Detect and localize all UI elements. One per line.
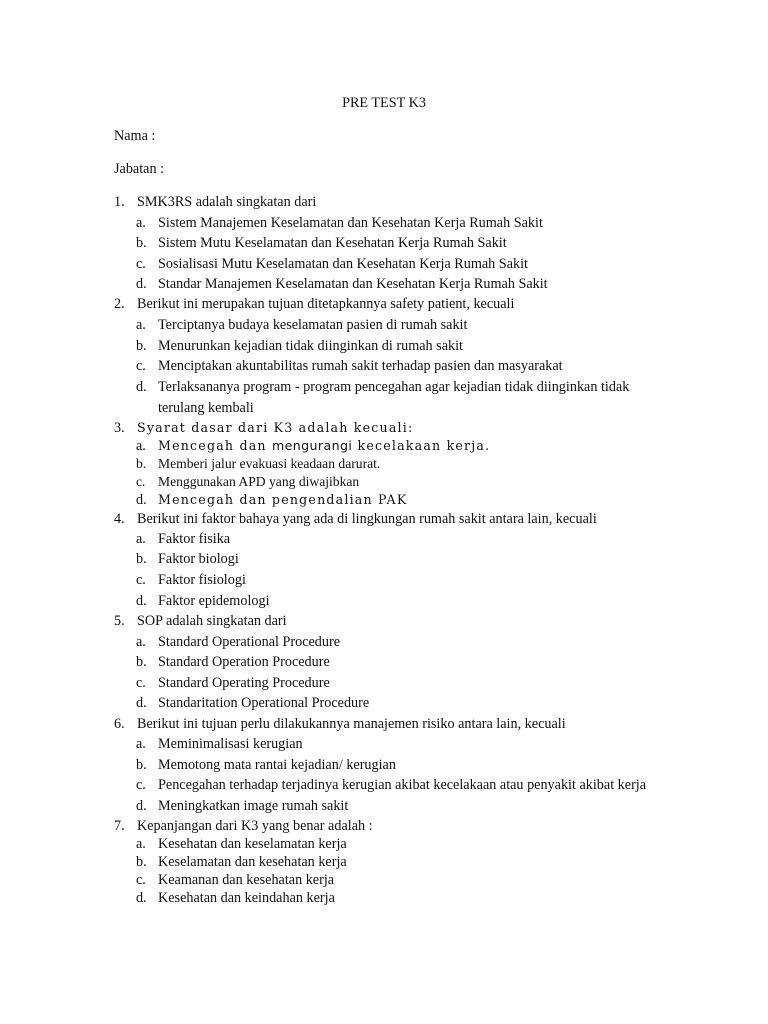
option-letter: b.: [136, 235, 147, 251]
option-text: Faktor epidemologi: [158, 593, 270, 609]
question-number: 6.: [114, 716, 125, 732]
option-letter: d.: [136, 379, 147, 395]
question-number: 2.: [114, 296, 125, 312]
option-letter: a.: [136, 215, 146, 231]
option-letter: b.: [136, 551, 147, 567]
option-text: Standar Manajemen Keselamatan dan Kesehatan Kerja Rumah Sakit: [158, 276, 548, 292]
option-letter: c.: [136, 256, 146, 272]
option-text: Pencegahan terhadap terjadinya kerugian akibat kecelakaan atau penyakit akibat kerja: [158, 777, 647, 793]
option-letter: d.: [136, 276, 147, 292]
option-letter: a.: [136, 317, 146, 333]
option-letter: c.: [136, 777, 146, 793]
option-text: Standaritation Operational Procedure: [158, 695, 370, 711]
option-letter: b.: [136, 854, 147, 870]
option-text: Sosialisasi Mutu Keselamatan dan Kesehatan Kerja Rumah Sakit: [158, 256, 528, 272]
question-number: 3.: [114, 420, 125, 436]
option-letter: b.: [136, 456, 147, 471]
option-letter: c.: [136, 872, 146, 888]
option-text: Memotong mata rantai kejadian/ kerugian: [158, 757, 396, 773]
option-text-continuation: terulang kembali: [158, 400, 254, 416]
question-text: SOP adalah singkatan dari: [137, 613, 287, 629]
question-text: Berikut ini merupakan tujuan ditetapkannya safety patient, kecuali: [137, 296, 515, 312]
option-text: Kesehatan dan keindahan kerja: [158, 890, 335, 906]
option-letter: b.: [136, 338, 147, 354]
question-text: SMK3RS adalah singkatan dari: [137, 194, 317, 210]
option-text: Kesehatan dan keselamatan kerja: [158, 836, 347, 852]
option-text-part: Mencegah dan: [158, 438, 272, 453]
option-text: Standard Operational Procedure: [158, 634, 341, 650]
option-text: Menurunkan kejadian tidak diinginkan di rumah sakit: [158, 338, 463, 354]
option-letter: a.: [136, 836, 146, 852]
option-text: Meminimalisasi kerugian: [158, 736, 303, 752]
page-title: PRE TEST K3: [342, 95, 426, 111]
option-letter: a.: [136, 634, 146, 650]
option-text: Sistem Manajemen Keselamatan dan Kesehatan Kerja Rumah Sakit: [158, 215, 543, 231]
option-text: Faktor fisiologi: [158, 572, 246, 588]
option-letter: c.: [136, 474, 146, 489]
question-text: Kepanjangan dari K3 yang benar adalah :: [137, 818, 373, 834]
option-text: Standard Operation Procedure: [158, 654, 330, 670]
question-number: 7.: [114, 818, 125, 834]
question-number: 5.: [114, 613, 125, 629]
question-text: Syarat dasar dari K3 adalah kecuali:: [137, 420, 414, 435]
option-text: Keselamatan dan kesehatan kerja: [158, 854, 347, 870]
option-letter: a.: [136, 531, 146, 547]
option-letter: a.: [136, 736, 146, 752]
option-text: Faktor fisika: [158, 531, 231, 547]
option-letter: a.: [136, 438, 146, 454]
option-letter: d.: [136, 890, 147, 906]
option-letter: c.: [136, 358, 146, 374]
option-text: Terlaksananya program - program pencegahan agar kejadian tidak diinginkan tidak: [158, 379, 630, 395]
option-text: Faktor biologi: [158, 551, 239, 567]
question-number: 1.: [114, 194, 125, 210]
position-field-label: Jabatan :: [114, 161, 165, 177]
option-letter: c.: [136, 572, 146, 588]
option-letter: d.: [136, 492, 147, 508]
option-letter: c.: [136, 675, 146, 691]
option-text: Meningkatkan image rumah sakit: [158, 798, 349, 814]
option-letter: d.: [136, 798, 147, 814]
option-text: Menggunakan APD yang diwajibkan: [158, 474, 360, 489]
option-letter: d.: [136, 593, 147, 609]
option-letter: b.: [136, 757, 147, 773]
option-text: Keamanan dan kesehatan kerja: [158, 872, 335, 888]
name-field-label: Nama :: [114, 128, 156, 144]
option-text-part: kecelakaan kerja.: [352, 438, 491, 453]
option-letter: b.: [136, 654, 147, 670]
option-text: Standard Operating Procedure: [158, 675, 330, 691]
question-number: 4.: [114, 511, 125, 527]
option-text: [158, 437, 490, 455]
option-letter: d.: [136, 695, 147, 711]
question-text: Berikut ini tujuan perlu dilakukannya manajemen risiko antara lain, kecuali: [137, 716, 566, 732]
question-text: Berikut ini faktor bahaya yang ada di lingkungan rumah sakit antara lain, kecuali: [137, 511, 597, 527]
option-text: Mencegah dan pengendalian PAK: [158, 492, 408, 507]
option-text: Menciptakan akuntabilitas rumah sakit terhadap pasien dan masyarakat: [158, 358, 563, 374]
option-text: Memberi jalur evakuasi keadaan darurat.: [158, 456, 381, 471]
option-text: Terciptanya budaya keselamatan pasien di rumah sakit: [158, 317, 468, 333]
option-text-part: mengurangi: [271, 438, 353, 453]
option-text: Sistem Mutu Keselamatan dan Kesehatan Kerja Rumah Sakit: [158, 235, 507, 251]
